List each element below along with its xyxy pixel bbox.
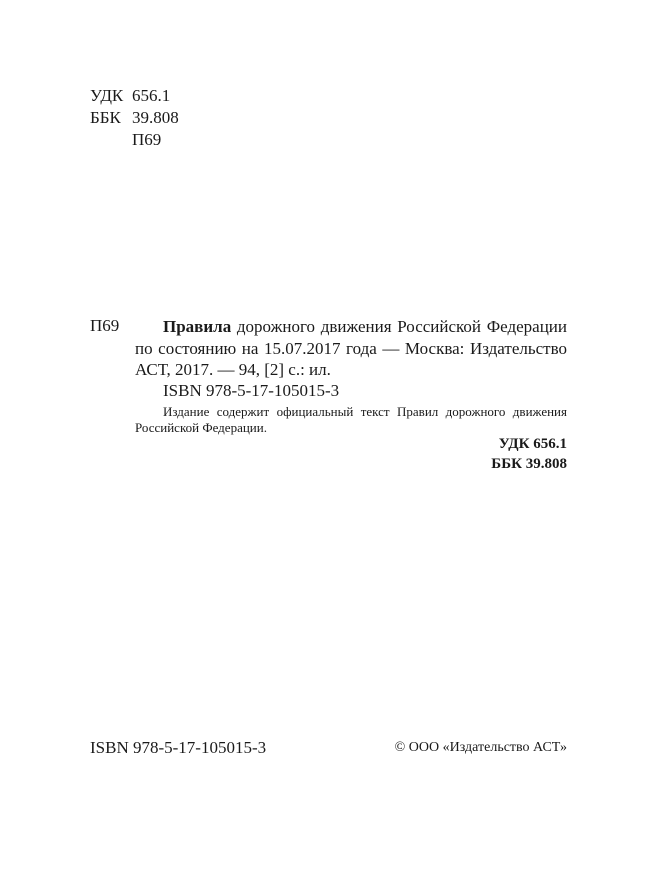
catalog-card-isbn: ISBN 978-5-17-105015-3 [163, 381, 340, 400]
bbk-label: ББК [90, 108, 121, 127]
author-code: П69 [132, 130, 162, 149]
catalog-card-bbk: ББК 39.808 [491, 456, 567, 472]
udk-label: УДК [90, 86, 124, 105]
catalog-card-annotation: Издание содержит официальный текст Правил дорожного движения Российской Федерации. [135, 404, 567, 435]
bbk-value: 39.808 [132, 108, 179, 127]
udk-value: 656.1 [132, 86, 171, 105]
catalog-card-description [135, 316, 567, 381]
footer-isbn: ISBN 978-5-17-105015-3 [90, 738, 267, 757]
catalog-card-code: П69 [90, 316, 120, 335]
catalog-card-codes [491, 434, 567, 474]
bbk-classification [90, 108, 179, 128]
catalog-card-udk: УДК 656.1 [498, 436, 567, 452]
book-title: Правила [163, 317, 232, 336]
bibliographic-description: дорожного движения Российской Федерации по состоянию на 15.07.2017 года — Москва: Издательство АСТ, 2017. — 94, [2] с.: ил. [135, 317, 567, 379]
copyright-notice: © ООО «Издательство АСТ» [394, 740, 567, 755]
udk-classification [90, 86, 170, 106]
